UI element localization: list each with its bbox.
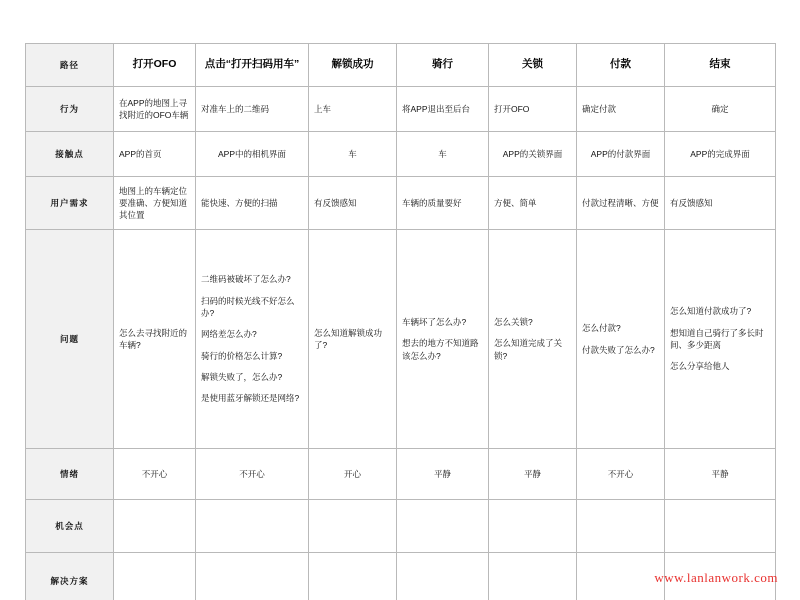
solution-cell-4 (489, 553, 577, 600)
problem-line: 怎么付款? (582, 323, 621, 334)
problem-line: 想去的地方不知道路该怎么办? (402, 338, 479, 361)
problem-line: 扫码的时候光线不好怎么办? (201, 295, 295, 319)
behavior-cell-4: 打开OFO (489, 87, 577, 132)
need-cell-3: 车辆的质量要好 (397, 177, 489, 230)
need-cell-4: 方便、简单 (489, 177, 577, 230)
behavior-cell-6: 确定 (665, 87, 776, 132)
solution-cell-5 (577, 553, 665, 600)
need-cell-6: 有反馈感知 (665, 177, 776, 230)
problem-line: 怎么知道解锁成功了? (314, 327, 383, 350)
table-row-touchpoint (26, 132, 776, 177)
opportunity-cell-5 (577, 500, 665, 553)
problem-line: 怎么知道付款成功了? (670, 306, 752, 317)
column-header-5: 付款 (577, 44, 665, 87)
column-header-4: 关锁 (489, 44, 577, 87)
solution-cell-2 (309, 553, 397, 600)
table-row-problem (26, 230, 776, 449)
problem-cell-6 (665, 230, 776, 449)
table-row-user-need (26, 177, 776, 230)
emotion-cell-1: 不开心 (196, 449, 309, 500)
touchpoint-cell-5: APP的付款界面 (577, 132, 665, 177)
user-journey-map-table (25, 43, 776, 600)
row-header-emotion: 情绪 (26, 449, 114, 500)
column-header-3: 骑行 (397, 44, 489, 87)
touchpoint-cell-0: APP的首页 (114, 132, 196, 177)
problem-line: 车辆坏了怎么办? (402, 317, 467, 328)
touchpoint-cell-6: APP的完成界面 (665, 132, 776, 177)
table-row-opportunity (26, 500, 776, 553)
table-row-path (26, 44, 776, 87)
emotion-cell-5: 不开心 (577, 449, 665, 500)
behavior-cell-1: 对准车上的二维码 (196, 87, 309, 132)
behavior-cell-2: 上车 (309, 87, 397, 132)
row-header-solution: 解决方案 (26, 553, 114, 600)
touchpoint-cell-3: 车 (397, 132, 489, 177)
opportunity-cell-6 (665, 500, 776, 553)
need-cell-1: 能快速、方便的扫描 (196, 177, 309, 230)
opportunity-cell-2 (309, 500, 397, 553)
behavior-cell-5: 确定付款 (577, 87, 665, 132)
column-header-2: 解锁成功 (309, 44, 397, 87)
problem-cell-5 (577, 230, 665, 449)
column-header-6: 结束 (665, 44, 776, 87)
opportunity-cell-1 (196, 500, 309, 553)
column-header-0: 打开OFO (114, 44, 196, 87)
need-cell-0: 地图上的车辆定位要准确、方便知道其位置 (114, 177, 196, 230)
emotion-cell-4: 平静 (489, 449, 577, 500)
problem-line: 是使用蓝牙解锁还是网络? (201, 393, 300, 404)
problem-line: 二维码被破坏了怎么办? (201, 274, 291, 285)
problem-line: 付款失败了怎么办? (582, 344, 655, 355)
problem-line: 怎么关锁? (494, 317, 533, 328)
row-header-user-need: 用户需求 (26, 177, 114, 230)
emotion-cell-2: 开心 (309, 449, 397, 500)
problem-line: 怎么分享给他人 (670, 361, 730, 372)
row-header-touchpoint: 接触点 (26, 132, 114, 177)
problem-line: 网络差怎么办? (201, 329, 257, 340)
behavior-cell-0: 在APP的地图上寻找附近的OFO车辆 (114, 87, 196, 132)
problem-line: 怎么去寻找附近的车辆? (119, 327, 188, 350)
table-row-behavior (26, 87, 776, 132)
opportunity-cell-0 (114, 500, 196, 553)
problem-cell-1 (196, 230, 309, 449)
solution-cell-1 (196, 553, 309, 600)
column-header-1: 点击“打开扫码用车” (196, 44, 309, 87)
problem-cell-3 (397, 230, 489, 449)
row-header-opportunity: 机会点 (26, 500, 114, 553)
row-header-behavior: 行为 (26, 87, 114, 132)
problem-line: 怎么知道完成了关锁? (494, 338, 563, 361)
behavior-cell-3: 将APP退出至后台 (397, 87, 489, 132)
problem-cell-0 (114, 230, 196, 449)
need-cell-2: 有反馈感知 (309, 177, 397, 230)
problem-line: 解锁失败了，怎么办? (201, 371, 283, 382)
watermark-text: www.lanlanwork.com (654, 570, 778, 585)
problem-cell-2 (309, 230, 397, 449)
emotion-cell-3: 平静 (397, 449, 489, 500)
solution-cell-0 (114, 553, 196, 600)
touchpoint-cell-2: 车 (309, 132, 397, 177)
need-cell-5: 付款过程清晰、方便 (577, 177, 665, 230)
problem-line: 骑行的价格怎么计算? (201, 350, 283, 361)
touchpoint-cell-1: APP中的相机界面 (196, 132, 309, 177)
emotion-cell-6: 平静 (665, 449, 776, 500)
row-header-problem: 问题 (26, 230, 114, 449)
solution-cell-3 (397, 553, 489, 600)
problem-cell-4 (489, 230, 577, 449)
row-header-path: 路径 (26, 44, 114, 87)
opportunity-cell-3 (397, 500, 489, 553)
opportunity-cell-4 (489, 500, 577, 553)
table-row-emotion (26, 449, 776, 500)
emotion-cell-0: 不开心 (114, 449, 196, 500)
problem-line: 想知道自己骑行了多长时间、多少距离 (670, 327, 764, 350)
touchpoint-cell-4: APP的关锁界面 (489, 132, 577, 177)
